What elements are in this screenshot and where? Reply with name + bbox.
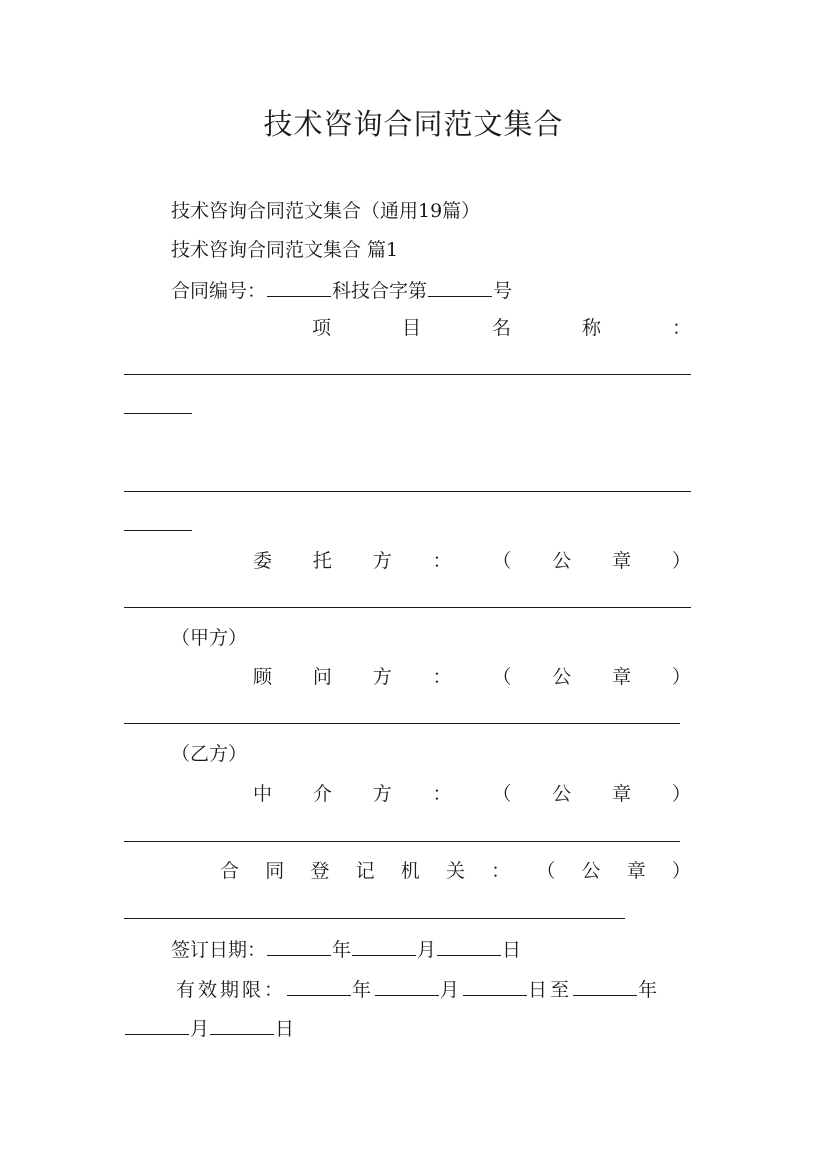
validity-day2-blank — [210, 1016, 274, 1035]
project-name-rule-3 — [124, 491, 691, 492]
validity-year2: 年 — [638, 979, 661, 1001]
validity-month2-blank — [125, 1016, 189, 1035]
project-name-char: 名 — [491, 317, 511, 339]
sign-date-day-blank — [437, 937, 501, 956]
registry-char: 记 — [355, 860, 375, 882]
consultant-char: 顾 — [253, 666, 273, 688]
registry-char: ： — [491, 860, 511, 882]
client-char: 托 — [312, 550, 332, 572]
sign-date-label: 签订日期： — [171, 939, 267, 961]
sign-date-year: 年 — [332, 939, 352, 961]
intermediary-char: ） — [671, 783, 691, 805]
consultant-char: 章 — [612, 666, 632, 688]
intermediary-char: 方 — [372, 783, 392, 805]
validity-month: 月 — [440, 979, 463, 1001]
registry-char: 登 — [310, 860, 330, 882]
intermediary-char: 公 — [552, 783, 572, 805]
client-char: ： — [432, 550, 452, 572]
validity-day: 日 — [528, 979, 551, 1001]
client-char: 方 — [372, 550, 392, 572]
contract-number-line — [171, 278, 512, 302]
validity-to: 至 — [550, 979, 573, 1001]
contract-number-mid: 科技合字第 — [332, 280, 428, 302]
project-name-rule-1 — [124, 374, 691, 375]
sign-date-day: 日 — [502, 939, 522, 961]
intermediary-rule — [124, 841, 680, 842]
intermediary-char: 中 — [253, 783, 273, 805]
registry-char: （ — [536, 860, 556, 882]
client-char: 委 — [253, 550, 273, 572]
sign-date-month: 月 — [417, 939, 437, 961]
contract-number-blank-2 — [428, 278, 492, 297]
sign-date-month-blank — [352, 937, 416, 956]
project-name-rule-2 — [124, 413, 192, 414]
section-heading: 技术咨询合同范文集合 篇1 — [171, 239, 399, 261]
project-name-label — [312, 317, 691, 339]
validity-line-2 — [124, 1016, 294, 1040]
client-char: 公 — [552, 550, 572, 572]
intermediary-char: （ — [492, 783, 512, 805]
validity-month2: 月 — [190, 1018, 210, 1040]
registry-label — [220, 860, 691, 882]
consultant-char: 方 — [372, 666, 392, 688]
intermediary-char: 介 — [312, 783, 332, 805]
contract-number-blank-1 — [267, 278, 331, 297]
intermediary-char: 章 — [612, 783, 632, 805]
client-label — [253, 550, 691, 572]
registry-char: 公 — [581, 860, 601, 882]
validity-day-blank — [463, 977, 527, 996]
project-name-char: 项 — [312, 317, 332, 339]
registry-char: 机 — [400, 860, 420, 882]
registry-rule — [124, 918, 625, 919]
registry-char: 同 — [265, 860, 285, 882]
registry-char: 章 — [626, 860, 646, 882]
validity-year-blank — [287, 977, 351, 996]
client-role: （甲方） — [171, 627, 248, 649]
intermediary-label — [253, 783, 691, 805]
sign-date-line — [171, 937, 521, 961]
registry-char: 关 — [445, 860, 465, 882]
consultant-char: 问 — [312, 666, 332, 688]
project-name-char: 目 — [401, 317, 421, 339]
client-rule — [124, 607, 691, 608]
intermediary-char: ： — [432, 783, 452, 805]
project-name-rule-4 — [124, 530, 192, 531]
client-char: ） — [671, 550, 691, 572]
validity-month-blank — [375, 977, 439, 996]
consultant-char: ） — [671, 666, 691, 688]
project-name-char: ： — [671, 317, 691, 339]
contract-number-label: 合同编号： — [171, 280, 267, 302]
validity-year: 年 — [352, 979, 375, 1001]
consultant-rule — [124, 723, 680, 724]
contract-number-end: 号 — [493, 280, 513, 302]
consultant-char: 公 — [552, 666, 572, 688]
validity-label: 有效期限： — [176, 979, 287, 1001]
client-char: （ — [492, 550, 512, 572]
document-title: 技术咨询合同范文集合 — [263, 107, 564, 141]
consultant-char: ： — [432, 666, 452, 688]
consultant-char: （ — [492, 666, 512, 688]
registry-char: ） — [671, 860, 691, 882]
validity-year2-blank — [573, 977, 637, 996]
sign-date-year-blank — [267, 937, 331, 956]
subtitle-line: 技术咨询合同范文集合（通用19篇） — [171, 200, 481, 222]
consultant-label — [253, 666, 691, 688]
client-char: 章 — [612, 550, 632, 572]
validity-day2: 日 — [275, 1018, 295, 1040]
consultant-role: （乙方） — [171, 743, 248, 765]
validity-line — [176, 977, 660, 1001]
registry-char: 合 — [220, 860, 240, 882]
project-name-char: 称 — [581, 317, 601, 339]
